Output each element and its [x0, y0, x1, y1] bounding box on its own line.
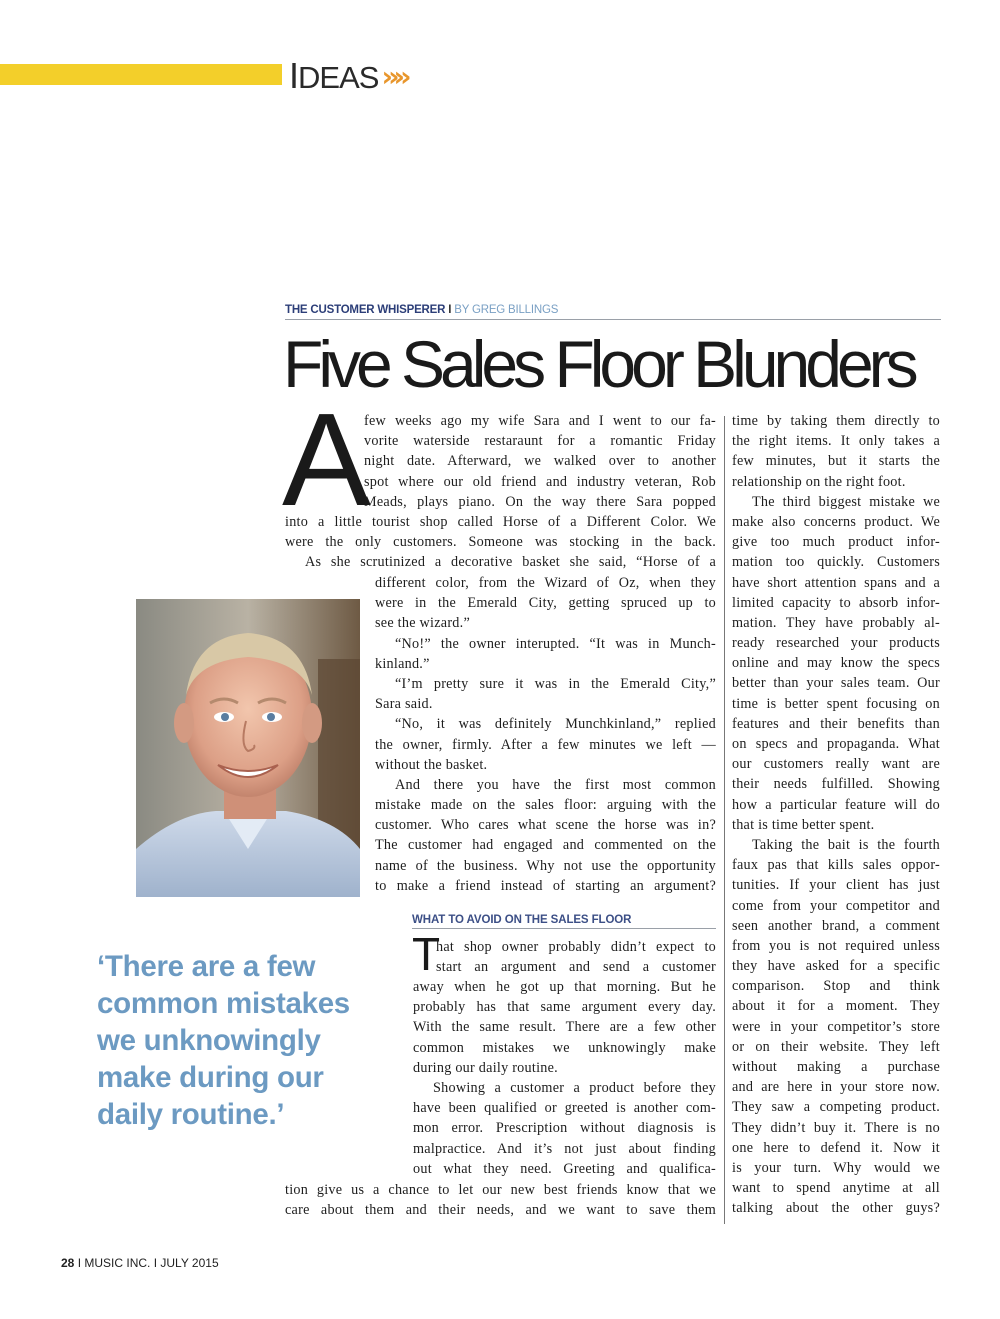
article-paragraph [285, 512, 716, 573]
text-line: With the same result. There are a few other [413, 1019, 716, 1036]
text-line: mation too quickly. Customers [732, 554, 940, 571]
text-line: the owner, firmly. After a few minutes we left — [375, 736, 716, 753]
section-title: IDEAS [289, 55, 379, 96]
text-line: mon error. Prescription without diagnosis is [413, 1120, 716, 1137]
text-line: or on their website. They left [732, 1038, 940, 1055]
text-line: is your turn. Why would we [732, 1159, 940, 1176]
page-folio [61, 1256, 219, 1270]
pull-quote-line: ‘There are a few [97, 950, 316, 983]
text-line: hat shop owner probably didn’t expect to [436, 939, 716, 955]
author-name: BY GREG BILLINGS [454, 304, 559, 316]
text-line: on specs and propaganda. What [732, 736, 940, 752]
pull-quote-line: make during our [97, 1061, 324, 1094]
text-line: make also concerns product. We [732, 513, 940, 530]
text-line: common mistakes we unknowingly make [413, 1039, 716, 1056]
text-line: name of the business. Why not use the opportunity [375, 857, 716, 874]
article-column [732, 411, 940, 1219]
text-line: “No!” the owner interupted. “It was in Munch- [395, 635, 716, 652]
text-line: ready researched your products [732, 635, 940, 652]
text-line: about it for a moment. They [732, 998, 940, 1015]
text-line: have been qualified or greeted is another com- [413, 1100, 716, 1117]
text-line: malpractice. And it’s not just about finding [413, 1140, 716, 1157]
text-line: care about them and their needs, and we want to save them [285, 1202, 716, 1219]
text-line: come from your competitor and [732, 897, 940, 914]
text-line: seen another brand, a comment [732, 917, 940, 934]
text-line: talking about the other guys? [732, 1200, 940, 1217]
article-paragraph [413, 977, 716, 1179]
text-line: want to spend anytime at all [732, 1180, 940, 1197]
text-line: they have asked for a specific [732, 958, 940, 975]
byline-separator: I [448, 304, 452, 316]
text-line: see the wizard.” [375, 615, 470, 632]
byline [285, 304, 941, 320]
text-line: online and may know the specs [732, 655, 940, 672]
text-line: “No, it was definitely Munchkinland,” replied [395, 716, 716, 733]
text-line: faux pas that kills sales oppor- [732, 857, 940, 874]
text-line: features and their benefits than [732, 715, 940, 732]
text-line: to make a friend instead of starting an argument? [375, 877, 716, 894]
text-line: They saw a competing product. [732, 1099, 940, 1116]
text-line: Sara said. [375, 696, 433, 713]
text-line: away when he got up that morning. But he [413, 979, 716, 995]
text-line: Showing a customer a product before they [433, 1079, 716, 1096]
text-line: tion give us a chance to let our new best friends know that we [285, 1182, 716, 1198]
text-line: The third biggest mistake we [752, 493, 940, 510]
drop-cap: T [412, 928, 441, 980]
text-line: one here to defend it. Now it [732, 1139, 940, 1156]
pull-quote-line: daily routine.’ [97, 1098, 285, 1131]
text-line: time is better spent focusing on [732, 695, 940, 712]
article-paragraph [364, 411, 716, 512]
pull-quote-line: we unknowingly [97, 1024, 321, 1057]
text-line: The customer had engaged and commented on the [375, 837, 716, 854]
text-line: better than your sales team. Our [732, 675, 940, 692]
text-line: time by taking them directly to [732, 413, 940, 429]
article-paragraph [375, 573, 716, 896]
text-line: tunities. If your client has just [732, 877, 940, 894]
text-line: few weeks ago my wife Sara and I went to our fa- [364, 413, 716, 429]
text-line: They didn’t buy it. There is no [732, 1119, 940, 1136]
column-rule [724, 416, 725, 1224]
text-line: without making a purchase [732, 1059, 940, 1075]
article-paragraph [436, 937, 716, 977]
text-line: night date. Afterward, we walked over to another [364, 453, 716, 470]
text-line: mation. They have probably al- [732, 614, 940, 631]
text-line: different color, from the Wizard of Oz, when they [375, 575, 716, 591]
text-line: kinland.” [375, 655, 430, 672]
author-photo [136, 599, 360, 897]
text-line: vorite waterside restaraunt for a romantic Friday [364, 433, 716, 450]
text-line: our customers really want are [732, 756, 940, 773]
text-line: “I’m pretty sure it was in the Emerald City,” [395, 675, 716, 692]
pull-quote-line: common mistakes [97, 987, 350, 1020]
pull-quote [97, 948, 397, 1133]
text-line: that is time better spent. [732, 816, 875, 833]
text-line: out what they need. Greeting and qualifica- [413, 1160, 716, 1177]
subhead: WHAT TO AVOID ON THE SALES FLOOR [412, 914, 716, 929]
text-line: probably has that same argument every day. [413, 999, 716, 1016]
text-line: how a particular feature will do [732, 796, 940, 813]
text-line: As she scrutinized a decorative basket she said, “Horse of a [305, 554, 716, 571]
text-line: give too much product infor- [732, 534, 940, 551]
text-line: mistake made on the sales floor: arguing with the [375, 797, 716, 814]
drop-cap: A [282, 386, 371, 533]
column-name: THE CUSTOMER WHISPERER [285, 304, 446, 316]
text-line: limited capacity to absorb infor- [732, 594, 940, 611]
text-line: Taking the bait is the fourth [752, 836, 940, 853]
text-line: relationship on the right foot. [732, 473, 906, 490]
text-line: from you is not required unless [732, 937, 940, 954]
text-line: without the basket. [375, 756, 488, 773]
text-line: start an argument and send a customer [436, 959, 716, 976]
text-line: spot where our old friend and industry veteran, Rob [364, 473, 716, 490]
text-line: comparison. Stop and think [732, 978, 940, 995]
text-line: customer. Who cares what scene the horse was in? [375, 817, 716, 834]
text-line: were the only customers. Someone was stocking in the back. [285, 534, 716, 551]
section-color-bar [0, 64, 282, 85]
text-line: were in the Emerald City, getting spruced up to [375, 595, 716, 612]
article-paragraph [285, 1180, 716, 1220]
page-number: 28 [61, 1256, 75, 1270]
text-line: have short attention spans and a [732, 574, 940, 591]
text-line: were in your competitor’s store [732, 1018, 940, 1035]
text-line: during our daily routine. [413, 1059, 558, 1076]
section-label [289, 54, 406, 94]
text-line: and are here in your store now. [732, 1079, 940, 1096]
headline: Five Sales Floor Blunders [283, 327, 914, 401]
text-line: And there you have the first most common [395, 776, 716, 793]
text-line: into a little tourist shop called Horse of a Different Color. We [285, 514, 716, 530]
text-line: Meads, plays piano. On the way there Sara popped [364, 493, 716, 510]
text-line: few minutes, but it starts the [732, 453, 940, 470]
text-line: the right items. It only takes a [732, 433, 940, 450]
text-line: their needs fulfilled. Showing [732, 776, 940, 793]
chevron-right-icon: »» [381, 60, 406, 94]
publication-info: I MUSIC INC. I JULY 2015 [74, 1256, 219, 1270]
